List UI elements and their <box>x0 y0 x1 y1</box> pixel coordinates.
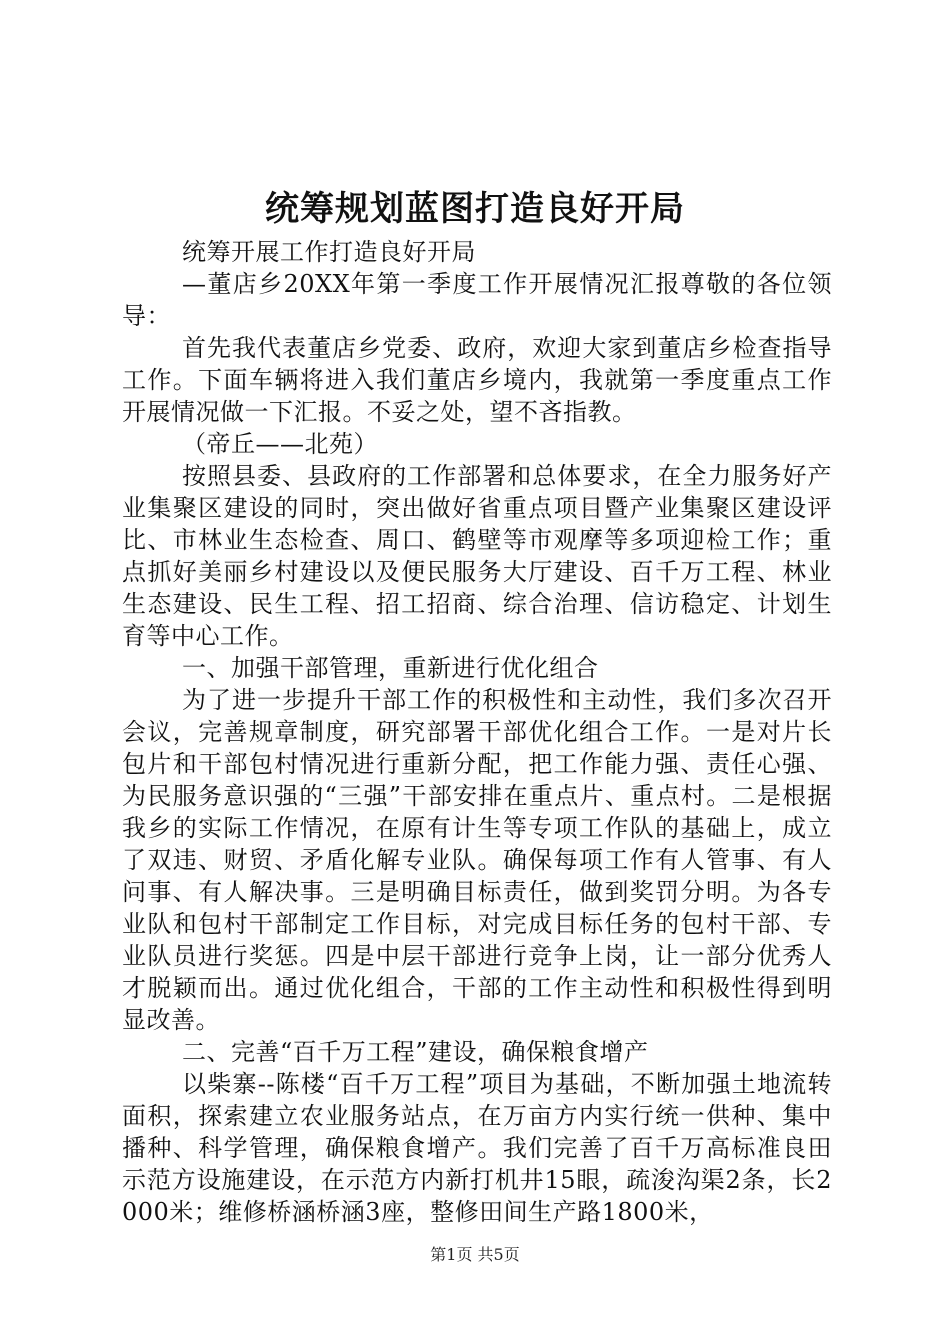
section-heading-1: 一、加强干部管理，重新进行优化组合 <box>182 654 599 682</box>
report-heading-paragraph: —董店乡20XX年第一季度工作开展情况汇报尊敬的各位领导： <box>122 270 832 330</box>
overview-paragraph: 按照县委、县政府的工作部署和总体要求，在全力服务好产业集聚区建设的同时，突出做好省重点项目暨产业集聚区建设评比、市林业生态检查、周口、鹤壁等市观摩等多项迎检工作；重点抓好美丽乡村建设以及便民服务大厅建设、百千万工程、林业生态建设、民生工程、招工招商、综合治理、信访稳定、计划生育等中心工作。 <box>122 462 832 650</box>
section-2-paragraph: 以柴寨--陈楼“百千万工程”项目为基础，不断加强土地流转面积，探索建立农业服务站点，在万亩方内实行统一供种、集中播种、科学管理，确保粮食增产。我们完善了百千万高标准良田示范方设施建设，在示范方内新打机井15眼，疏浚沟渠2条，长2000米；维修桥涵桥涵3座，整修田间生产路1800米， <box>122 1070 832 1226</box>
document-title: 统筹规划蓝图打造良好开局 <box>265 189 685 229</box>
document-body <box>122 236 832 1228</box>
subtitle-paragraph: 统筹开展工作打造良好开局 <box>182 238 476 266</box>
welcome-paragraph: 首先我代表董店乡党委、政府，欢迎大家到董店乡检查指导工作。下面车辆将进入我们董店乡境内，我就第一季度重点工作开展情况做一下汇报。不妥之处，望不吝指教。 <box>122 334 832 426</box>
section-1-paragraph: 为了进一步提升干部工作的积极性和主动性，我们多次召开会议，完善规章制度，研究部署干部优化组合工作。一是对片长包片和干部包村情况进行重新分配，把工作能力强、责任心强、为民服务意识强的“三强”干部安排在重点片、重点村。二是根据我乡的实际工作情况，在原有计生等专项工作队的基础上，成立了双违、财贸、矛盾化解专业队。确保每项工作有人管事、有人问事、有人解决事。三是明确目标责任，做到奖罚分明。为各专业队和包村干部制定工作目标，对完成目标任务的包村干部、专业队员进行奖惩。四是中层干部进行竞争上岗，让一部分优秀人才脱颖而出。通过优化组合，干部的工作主动性和积极性得到明显改善。 <box>122 686 832 1034</box>
route-note-paragraph: （帝丘——北苑） <box>182 430 378 458</box>
page-footer: 第1页 共5页 <box>430 1245 520 1264</box>
section-heading-2: 二、完善“百千万工程”建设，确保粮食增产 <box>182 1038 649 1066</box>
